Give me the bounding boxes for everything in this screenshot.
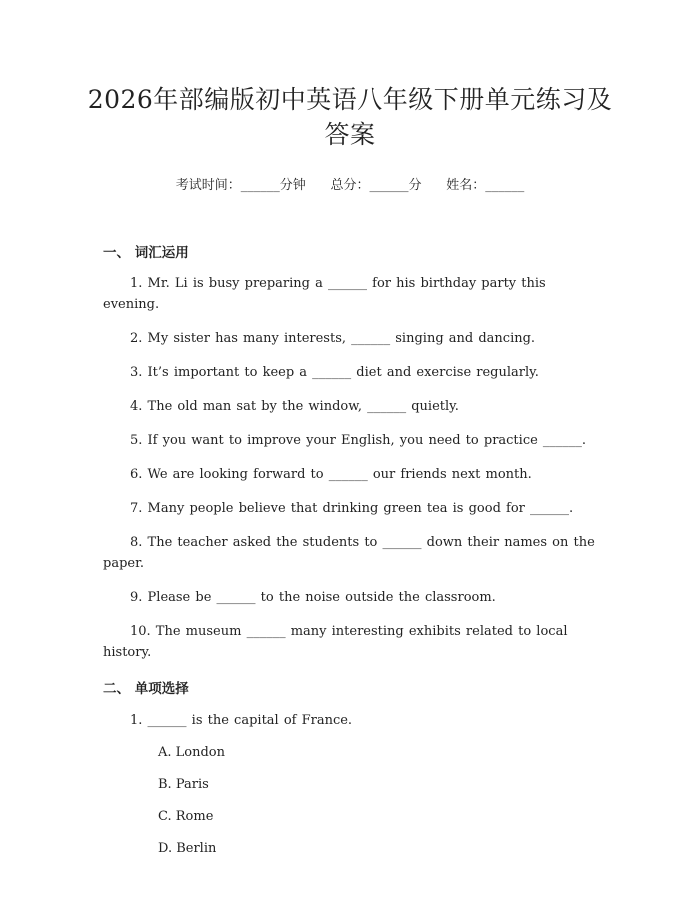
vocabulary-question-list — [103, 273, 597, 663]
question-item: 3. It’s important to keep a ______ diet and exercise regularly. — [130, 365, 539, 380]
question-item: 7. Many people believe that drinking green tea is good for ______. — [130, 501, 574, 516]
question-item: 1. Mr. Li is busy preparing a ______ for his birthday party this evening. — [103, 276, 546, 312]
choice-option: B. Paris — [158, 777, 209, 792]
multiple-choice-question — [103, 710, 597, 859]
question-item: 8. The teacher asked the students to ______ down their names on the paper. — [103, 535, 595, 571]
question-item: 6. We are looking forward to ______ our friends next month. — [130, 467, 532, 482]
question-item: 4. The old man sat by the window, ______ quietly. — [130, 399, 459, 414]
choice-option: C. Rome — [158, 809, 214, 824]
question-item: 2. My sister has many interests, ______ singing and dancing. — [130, 331, 536, 346]
question-item: 9. Please be ______ to the noise outside the classroom. — [130, 590, 496, 605]
choice-option: D. Berlin — [158, 841, 217, 856]
page-title: 2026年部编版初中英语八年级下册单元练习及答案 — [87, 85, 613, 149]
exam-info-line: 考试时间：______分钟 总分：______分 姓名：______ — [175, 178, 525, 193]
question-item: 1. ______ is the capital of France. — [130, 713, 353, 728]
choice-option: A. London — [158, 745, 226, 760]
question-item: 5. If you want to improve your English, you need to practice ______. — [130, 433, 587, 448]
question-item: 10. The museum ______ many interesting exhibits related to local history. — [103, 624, 568, 660]
section-heading-multiple-choice: 二、 单项选择 — [103, 681, 189, 697]
section-heading-vocabulary: 一、 词汇运用 — [103, 245, 189, 261]
